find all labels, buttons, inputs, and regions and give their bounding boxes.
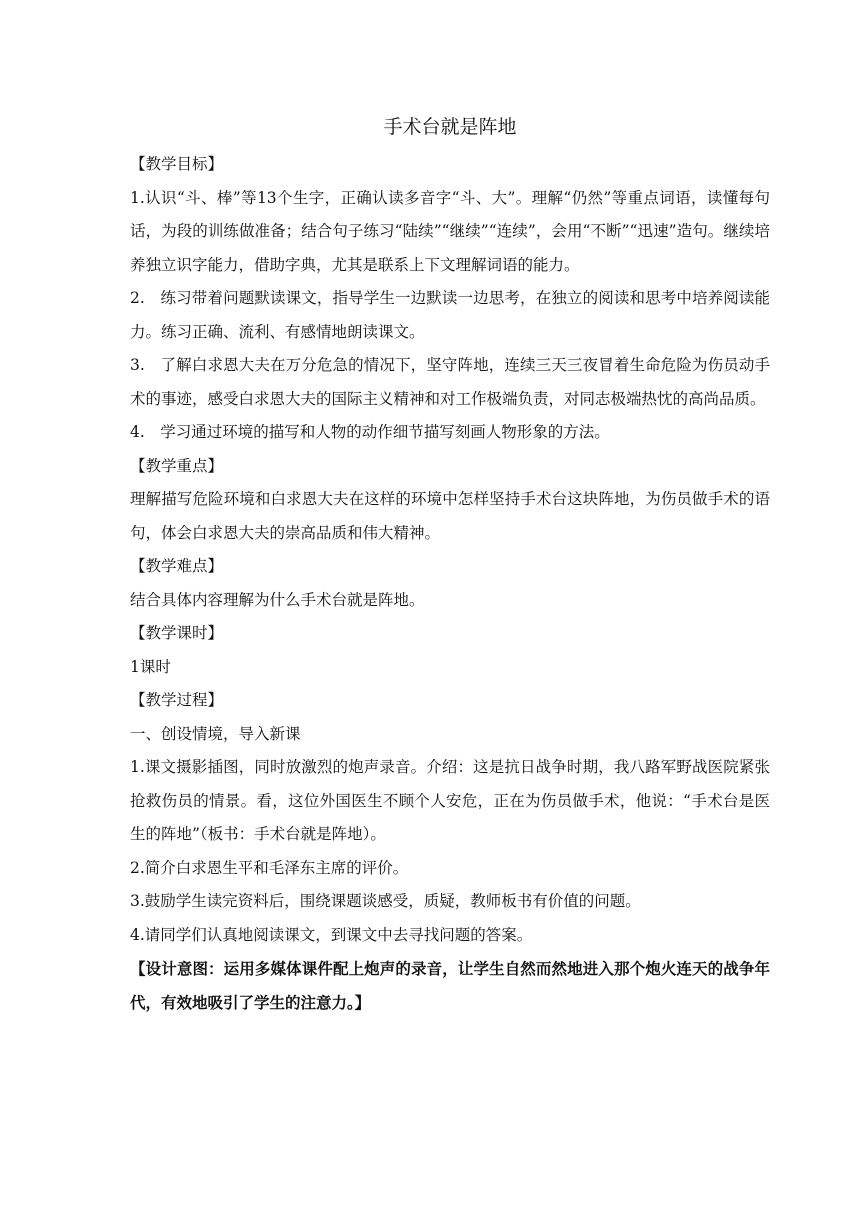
section-heading-difficulties: 【教学难点】	[130, 557, 224, 575]
section-heading-objectives: 【教学目标】	[130, 155, 224, 173]
process-item-2: 2.简介白求恩生平和毛泽东主席的评价。	[130, 858, 409, 877]
process-step-heading: 一、创设情境，导入新课	[130, 724, 301, 743]
key-points-text: 理解描写危险环境和白求恩大夫在这样的环境中怎样坚持手术台这块阵地，为伤员做手术的语句，体会白求恩大夫的崇高品质和伟大精神。	[130, 490, 770, 542]
difficulties-text: 结合具体内容理解为什么手术台就是阵地。	[130, 590, 425, 609]
objective-item-3: 3. 了解白求恩大夫在万分危急的情况下，坚守阵地，连续三天三夜冒着生命危险为伤员动手术的事迹，感受白求恩大夫的国际主义精神和对工作极端负责，对同志极端热忱的高尚品质。	[130, 356, 770, 408]
section-heading-lesson-time: 【教学课时】	[130, 624, 224, 642]
process-item-3: 3.鼓励学生读完资料后，围绕课题谈感受，质疑，教师板书有价值的问题。	[130, 892, 641, 910]
objective-item-2: 2. 练习带着问题默读课文，指导学生一边默读一边思考，在独立的阅读和思考中培养阅读能力。练习正确、流利、有感情地朗读课文。	[130, 289, 770, 341]
objective-item-1: 1.认识“斗、棒”等13个生字，正确认读多音字“斗、大”。理解“仍然”等重点词语，读懂每句话，为段的训练做准备；结合句子练习“陆续”“继续”“连续”，会用“不断”“迅速”造句。继续培养独立识字能力，借助字典，尤其是联系上下文理解词语的能力。	[130, 188, 770, 274]
section-heading-process: 【教学过程】	[130, 691, 224, 709]
process-item-4: 4.请同学们认真地阅读课文，到课文中去寻找问题的答案。	[130, 925, 533, 944]
process-item-1: 1.课文摄影插图，同时放激烈的炮声录音。介绍：这是抗日战争时期，我八路军野战医院紧张抢救伤员的情景。看，这位外国医生不顾个人安危，正在为伤员做手术，他说：“手术台是医生的阵地”（板书：手术台就是阵地）。	[130, 758, 770, 843]
section-heading-key-points: 【教学重点】	[130, 456, 224, 475]
document-title: 手术台就是阵地	[383, 116, 517, 138]
lesson-time-text: 1课时	[130, 657, 171, 676]
design-intent-note: 【设计意图：运用多媒体课件配上炮声的录音，让学生自然而然地进入那个炮火连天的战争年代，有效地吸引了学生的注意力。】	[130, 959, 770, 1012]
objective-item-4: 4. 学习通过环境的描写和人物的动作细节描写刻画人物形象的方法。	[130, 423, 610, 441]
